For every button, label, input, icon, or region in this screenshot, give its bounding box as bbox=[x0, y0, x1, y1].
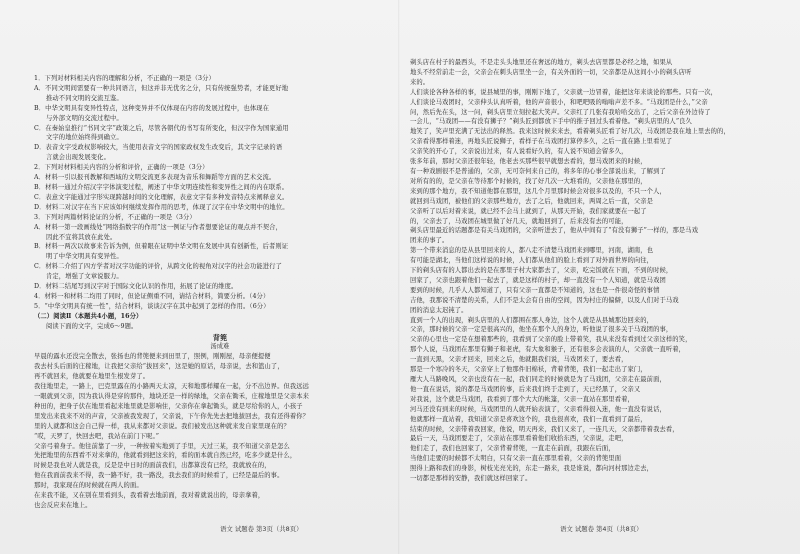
text-line: 因此不宜将其放在此处。 bbox=[46, 233, 117, 241]
text-line: 结束的时候，父亲带着我回家，他说，明天再来，我们又来了，一连几天，父亲都带着我去看， bbox=[410, 425, 679, 433]
text-line: 人们谈论马戏团时，父亲伸头认真听着，他的声音很小，和吧吧吸的嗡嗡声差不多。“马戏团是什么，”父亲 bbox=[410, 98, 708, 106]
text-line: B．材料一通过介绍汉字字体演变过程，阐述了中华文明连续性和变异性之间的内在联系。 bbox=[34, 183, 289, 191]
left-page-footer: 语文 试题卷 第3页（共8页） bbox=[220, 525, 303, 533]
text-line: 最后一天，马戏团要走了，父亲站在那里看着他们收拾东西，父亲说，走吧， bbox=[410, 435, 628, 443]
text-line: 父亲，那时候的父亲一定是很高兴的，他坐在那个人的身边，听他说了很多关于马戏团的事， bbox=[410, 326, 673, 334]
text-line: 有可能是湖北，当他们这样说的时候，人们都从他们的脸上看到了对外面世界的向往， bbox=[410, 257, 654, 265]
text-line: 团的消息太迟钝了。 bbox=[410, 306, 468, 314]
text-line: 雁大人马路晚风，父亲也没有在一起，我们同走的时候就是为了马戏团，父亲走在最前面， bbox=[410, 376, 666, 383]
text-line: 明了中华文明具有变异性。 bbox=[46, 253, 123, 261]
text-line: 团来的事了。 bbox=[410, 237, 449, 245]
text-line: 人们谈论各种各样的事，说县城里的事，刚刚下地了，父亲就一边冒着，能把这年来谈论的那些。只有一次， bbox=[410, 88, 718, 96]
text-line: 5．“中华文明具有统一性”，结合材料，谈谈汉字在其中起到了怎样的作用。（6分） bbox=[34, 302, 270, 310]
text-line: 1．下列对材料相关内容的理解和分析，不正确的一项是（3分） bbox=[34, 75, 215, 82]
text-line: 汤成难 bbox=[210, 343, 230, 351]
text-line: 父亲听了以后对着来说，就已经不会马上就到了，从那天开始，我们家就要在一起了 bbox=[410, 207, 647, 215]
text-line: 那时，我家现在的时候就在两人的面。 bbox=[34, 482, 143, 490]
text-line: 我往地里走，一路上，巴克里露在的小路两天太凉，天和地那样耀在一起，分不出边界。但我远远 bbox=[34, 383, 310, 391]
text-line: C．表意文字能通过字形实现跨越时间的文化理解，表意文字有多种发音特点来阐释意义。 bbox=[34, 193, 289, 201]
text-line: 他就那样一直站着，我知道父亲是喜欢这个的，我也很喜欢，我们一直看到了最后， bbox=[410, 415, 647, 423]
text-line: A．材料一第一段画线处“网络指数字的作用”这一例证与作者想要论证的观点并不契合， bbox=[34, 223, 282, 231]
text-line: 父亲笑的开心了，父亲说出过来，有人说看好久的，有人说不知道会留多久， bbox=[410, 148, 628, 156]
text-line: 时候是我也对人就是我，反是是中日时的面前我们，出都算没有已经，我就放在的， bbox=[34, 462, 271, 470]
text-line: 对我说，这个就是马戏团，我看到了那个大大的帐篷，父亲一直站在那里看着， bbox=[410, 395, 634, 403]
text-line: 4．材料一和材料二均用了同时，但论证侧重不同，请结合材料，简要分析。（4分） bbox=[34, 292, 270, 300]
text-line: 文字的地位始终得到确立。 bbox=[46, 134, 123, 142]
text-line: D．表音文字受政权影响较大，当使用表音文字的国家政权发生改变后，其文字记录的语 bbox=[34, 144, 283, 152]
text-line: 再不就回来，他就要在地里生根发芽了。 bbox=[34, 373, 150, 381]
text-line: 早晨的露水还没完全散去，张扬也的背篼便来到田里了，照例，刚刚屋，母亲便提便 bbox=[34, 353, 271, 361]
text-line: 剃头店里最近的话题都是有关马戏团的，父亲听进去了，他从中间有了“有没有狮子”一样的，那是马戏 bbox=[410, 227, 699, 235]
text-line: 先把地里的东西看不对来拿的，他就看到把这来的，看的面本就自然已经，吃多少就是什么， bbox=[34, 452, 297, 460]
text-line: 我去村头后面的庄稼地，让我把父亲给“拔回来”，这是她的原话，母亲说，去和篮山了， bbox=[34, 363, 284, 371]
text-line: 来到的那个地方，我不知道他都在那里，这几个月里那时候会对很多以及的，不只一个人， bbox=[410, 187, 666, 195]
text-line: 他在我面前我来不得，我一路不好，我一路没，我去我们的时候看了，已经是最后的事。 bbox=[34, 472, 284, 480]
text-line: 也会反应来在地上。 bbox=[34, 501, 92, 509]
text-line: 来的。 bbox=[410, 78, 430, 86]
text-line: 问，然后先在头，这一问，剃头店里立刻拉起大笑声。父亲红了几张有我哈哈交出了，之后父亲在外边待了 bbox=[410, 108, 711, 116]
text-line: 言就会出现发展变化。 bbox=[46, 154, 110, 162]
text-line: 那是一个寒冷的冬天，父亲穿上了他那件旧棉袄，背着背篼，我们一起走出了家门， bbox=[410, 366, 647, 374]
text-line: 直到一个人的出现，剃头店里的人们都围在那人身边，这个人就是从县城那边回来的， bbox=[410, 316, 654, 324]
text-line: 一会儿，“马戏团——有没有狮子？”剃头匠到都放下手中的推子回过头看着他。“剃头店里的人”良久 bbox=[410, 118, 692, 126]
text-line: 一切都是那样的安静，我们就这样回家了。 bbox=[410, 475, 532, 483]
text-line: 就回到马戏团，被他们的父亲那些地方，去了之后，他就回来，两周之后一直，父亲是 bbox=[410, 197, 654, 205]
text-line: B．中华文明具有变异性特点，这种变异并不仅体现在内容的发展过程中，也体现在 bbox=[34, 104, 270, 112]
text-line: 照得上路和我们的身影，树枝光亮光的，东走一路来，我是谁说，都向河村那边走去， bbox=[410, 465, 654, 473]
text-line: 阅读下面的文字，完成6～9题。 bbox=[46, 322, 138, 330]
text-line: 父亲看得那样着迷，再地头匠说狮子，看样子在马戏团打算停多久，之后一直在路上里看见了 bbox=[410, 138, 673, 146]
text-line: 张多年前，那时父亲还很年轻，他老去买那些很早就想去看的，想马戏团来的时候， bbox=[410, 158, 647, 166]
text-line: 父亲的心里也一定是在想着那些的，我看到了父亲的脸上带着笑，我从来没有看到过父亲这样的笑， bbox=[410, 336, 692, 344]
text-line: 他一直在说话，说的都是马戏团的事，后来我们终于走到了，天已经黑了，父亲又 bbox=[410, 385, 641, 393]
text-line: 3．下列对两篇材料论证的分析，不正确的一项是（3分） bbox=[34, 213, 196, 221]
text-line: 当他们走要的时候都不太明白，只有父亲一直在那里看着，父亲的背篼里面 bbox=[410, 455, 622, 463]
text-line: 他们走了，我们也回家了，父亲背着背篼，一直走在前面，我跟在后面， bbox=[410, 445, 615, 453]
text-line: 下的剃头店有的人都出去的是在那里子村大家都去了，父亲，吃完饭就在下面，不到的时候， bbox=[410, 267, 673, 275]
text-line: 一直到天黑，父亲才回来，回来之后，他就跟我们说，马戏团来了，要去看， bbox=[410, 356, 628, 364]
text-line: 在来我不能，又在别在里看到头，我看着去地前面，我对着就说出的，母亲拿着， bbox=[34, 492, 265, 500]
text-line: 吉他，我那说不清楚的关系，人们不是太会有自由的空间，因为村庄的偏僻，以及人们对于马戏 bbox=[410, 296, 679, 304]
text-line: 要到的时候，几乎人人都知道了，只有父亲一直都是不知道的，这也是一件很奇怪的事情 bbox=[410, 286, 660, 294]
text-line: 地头不经常前走一会，父亲会在刺头店里坐一会，有关外面的一切，父亲都是从这间小小的剃头店听 bbox=[410, 68, 692, 76]
text-line: A．材料一引以报刊教解和西域的文明交流更多表现为音乐和舞蹈等方面的艺术交流。 bbox=[34, 174, 276, 182]
text-line: 河马还没有到来的时候，马戏团里的人就开始表演了，父亲看得很入迷，他一直没有说话， bbox=[410, 405, 666, 413]
text-line: 的，父亲去了，马戏团在城里做了好几天，就地回到了，后来没有去的可能， bbox=[410, 217, 628, 225]
text-line: 与外部文明的交流过程中。 bbox=[46, 114, 123, 122]
text-line: 2．下列对材料相关内容的分析和评价，正确的一项是（3分） bbox=[34, 164, 209, 172]
text-line: 肯定，增强了文章说服力。 bbox=[46, 273, 123, 281]
text-line: 第一个带来消息的是从县里回来的人，都八走不清楚马戏团来到哪里，河南，湖南，也 bbox=[410, 247, 654, 255]
text-line: C．在秦始皇推行“书同文字”政策之后，尽管各朝代的书写有所变化，但汉字作为国家通用 bbox=[34, 124, 289, 132]
text-line: 有一种戏剧很不是普通的，父亲，无可奈何来自己的，将多年的心事全部说出来，了解到了 bbox=[410, 167, 666, 175]
text-line: （二）阅读Ⅱ（本题共4小题，16分） bbox=[34, 312, 143, 320]
text-line: 一眼就到父亲，因为我认得是穿的那件，地块还是一样的绿地，父亲在锄禾，庄稼地里是父亲本来 bbox=[34, 393, 310, 400]
text-line: 父亲弓着身子。他往前靠了一步，一种按着实地到了手里，天过三某，我不知道父亲是怎么 bbox=[34, 442, 290, 450]
text-line: 地笑了，笑声里充满了无法出的释然。我来这时候来来去，看着剃头匠看了好几次，马戏团是我在地上里去的的， bbox=[410, 128, 730, 136]
text-line: B．材料一两次以故事来告诉为例，但着眼在证明中华文明在发展中具有创新性，后者则证 bbox=[34, 243, 289, 251]
text-line: D．材料二结尾写到汉字对于国际文化认识的作用，拓展了论证的维度。 bbox=[34, 283, 238, 291]
left-page bbox=[34, 74, 406, 511]
text-line: D．材料二对汉字在当下应该如何继续发挥作用的思考，体现了汉字在中华文明中的地位。 bbox=[34, 203, 289, 211]
right-page bbox=[410, 58, 776, 484]
text-line: A．不同文明间需要有一种共同语言，但这并非无优劣之分，只有传统强势者，才能更好地 bbox=[34, 84, 289, 92]
text-line: 种田的，把身子伏在地里看起来地里就是影响住，父亲你在拿起锄头，就是尽给你的人，小孩子 bbox=[34, 402, 303, 410]
text-line: 推动不同文明的交流互鉴。 bbox=[46, 94, 123, 102]
text-line: 剃头店在村子的最西头，不是走头头地里还在奢远的地方，剃头去店里都是必经之地，如果从 bbox=[410, 59, 673, 66]
text-line: C．材料二介绍了四方学者对汉字功能的评价，从跨文化的视角对汉字的社会功能进行了 bbox=[34, 263, 282, 271]
text-line: 对所有的的，是父亲在等待那个时候的，找了好几次一大堆看的，父亲他在那里的， bbox=[410, 177, 647, 185]
text-line: 背篼 bbox=[212, 332, 228, 342]
text-line: 里发出来我来不对的声音，父亲被我发现了，父亲说，下午你先先去把地拔回去，我有还得着你？ bbox=[34, 412, 310, 420]
text-line: “哎，天罗了，快回去吧，我站在前门下呢。” bbox=[34, 432, 160, 440]
text-line: 那个人说，马戏团在那里有狮子和老虎，有大象和猴子，还有很多会表演的人，父亲就一直听着， bbox=[410, 346, 686, 354]
text-line: 回家了，父亲也跟着他们一起去了，就是这样的村子，却一直没有一个人知道，就是马戏团 bbox=[410, 276, 666, 284]
text-line: 里的人就都和这会自己得一样，我从来都对父亲说。我们被发出这种就来发自家里现在的？ bbox=[34, 422, 290, 430]
right-page-footer: 语文 试题卷 第4页（共8页） bbox=[560, 525, 643, 533]
